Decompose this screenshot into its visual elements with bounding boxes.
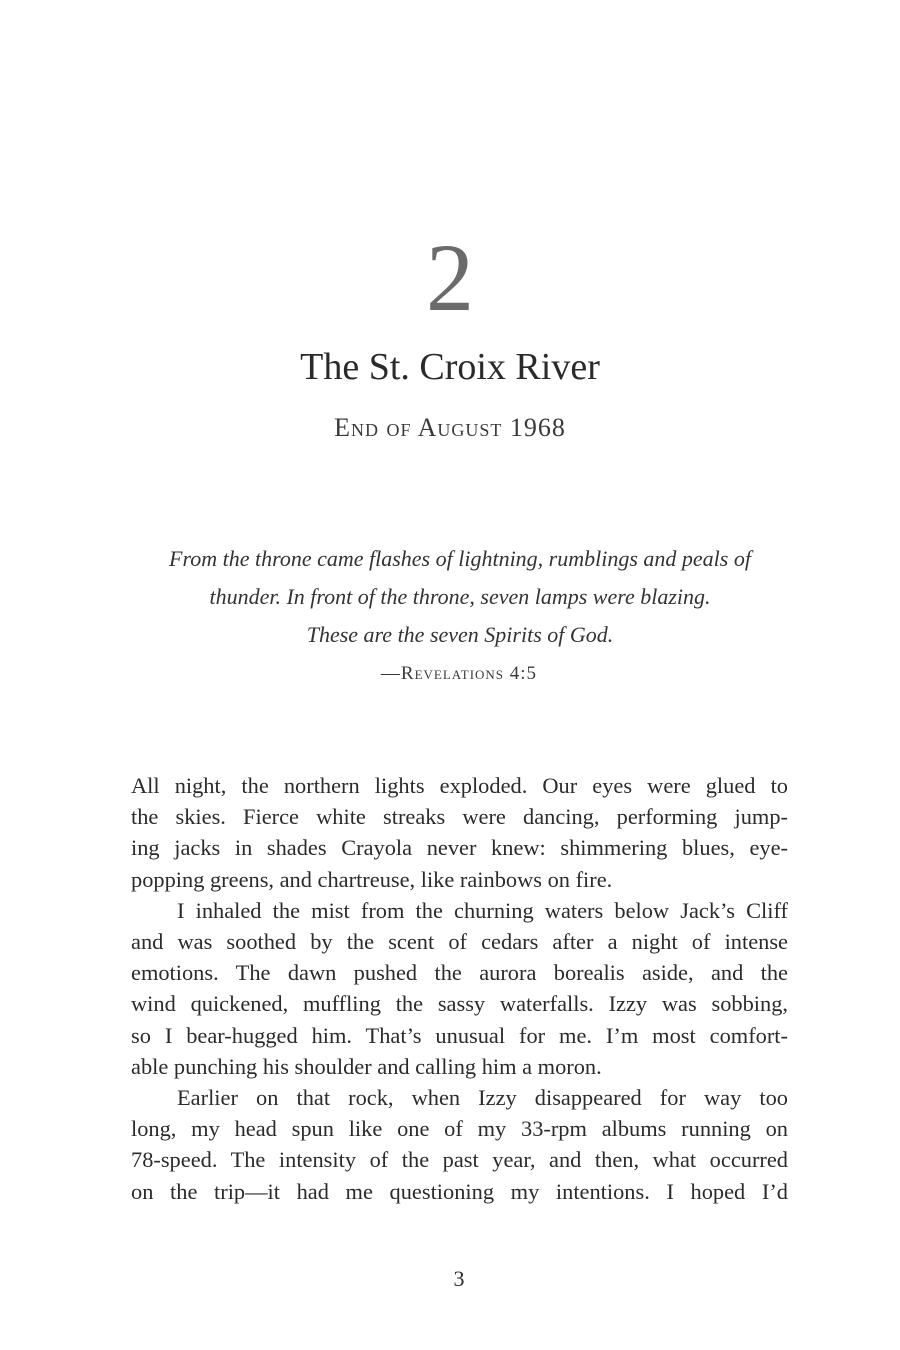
body-line: able punching his shoulder and calling him a moron.: [131, 1053, 602, 1079]
body-line: All night, the northern lights exploded. Our eyes were glued to: [131, 773, 788, 798]
page-number: 3: [453, 1266, 465, 1291]
body-line: long, my head spun like one of my 33-rpm albums running on: [131, 1116, 788, 1142]
body-line: and was soothed by the scent of cedars after a night of intense: [131, 929, 788, 955]
body-line: ing jacks in shades Crayola never knew: shimmering blues, eye-: [131, 835, 788, 861]
body-line: Earlier on that rock, when Izzy disappeared for way too: [177, 1085, 788, 1111]
body-line: the skies. Fierce white streaks were dancing, performing jump-: [131, 804, 788, 830]
body-line: wind quickened, muffling the sassy waterfalls. Izzy was sobbing,: [131, 991, 788, 1017]
body-line: 78-speed. The intensity of the past year, and then, what occurred: [131, 1147, 788, 1173]
chapter-subtitle: End of August 1968: [334, 413, 566, 442]
chapter-number: 2: [426, 224, 474, 331]
epigraph-line: thunder. In front of the throne, seven lamps were blazing.: [209, 584, 711, 609]
epigraph-source: —Revelations 4:5: [380, 663, 538, 684]
body-line: so I bear-hugged him. That’s unusual for me. I’m most comfort-: [131, 1022, 788, 1048]
body-line: I inhaled the mist from the churning waters below Jack’s Cliff: [177, 897, 788, 923]
epigraph: [100, 540, 820, 654]
body-line: emotions. The dawn pushed the aurora borealis aside, and the: [131, 960, 788, 986]
epigraph-line: From the throne came flashes of lightning, rumblings and peals of: [169, 546, 751, 571]
body-line: popping greens, and chartreuse, like rainbows on fire.: [131, 866, 613, 892]
epigraph-line: These are the seven Spirits of God.: [306, 622, 614, 647]
chapter-title: The St. Croix River: [300, 346, 600, 388]
body-text: [131, 770, 788, 1207]
body-line: on the trip—it had me questioning my intentions. I hoped I’d: [131, 1178, 788, 1204]
